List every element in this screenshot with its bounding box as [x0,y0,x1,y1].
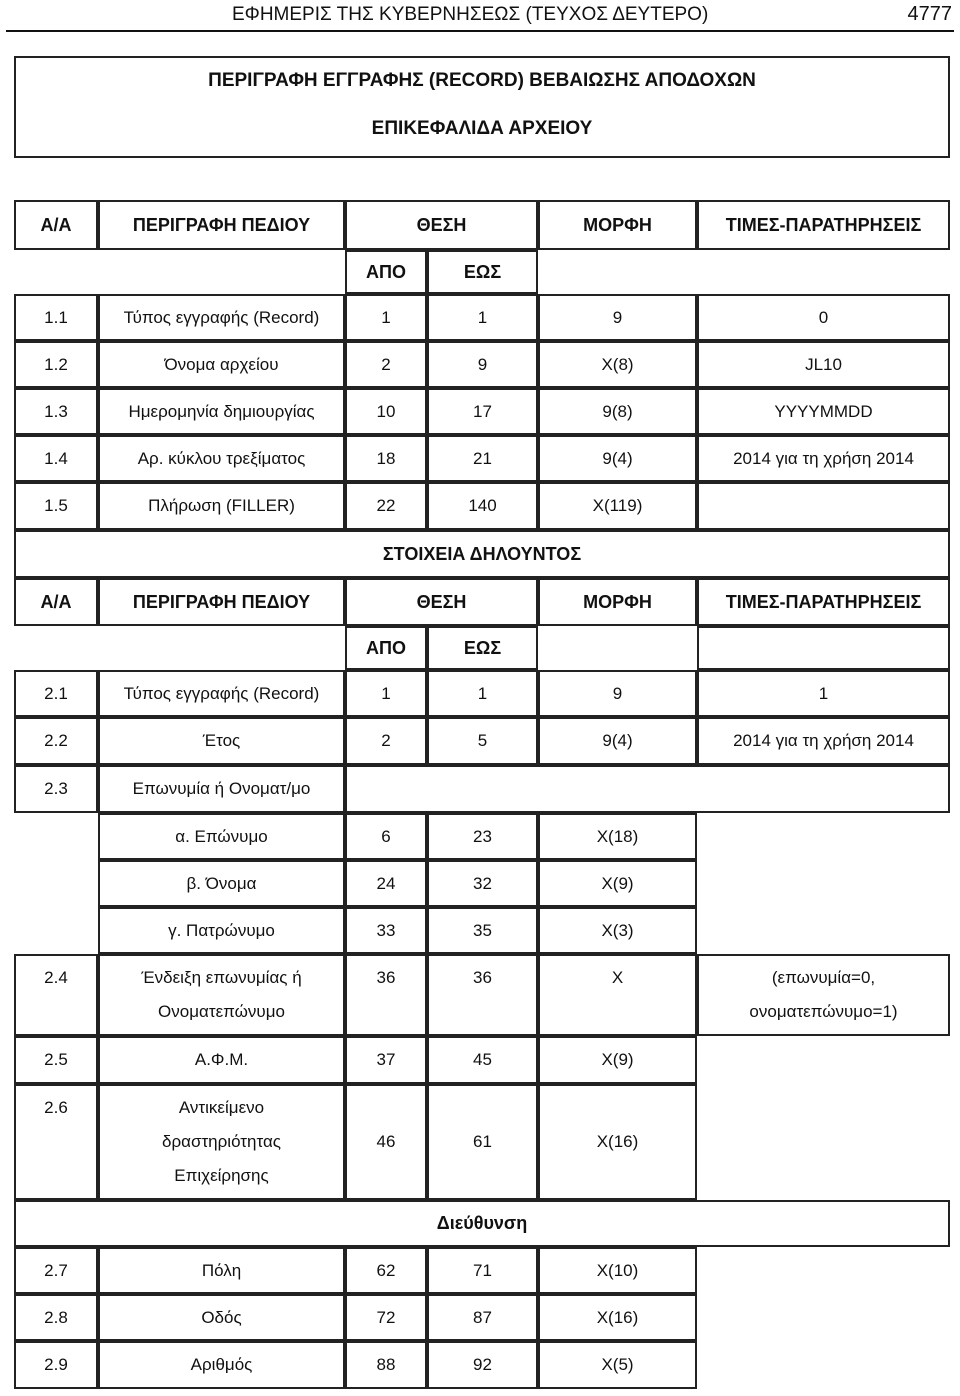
row-2-4-description-line2: Ονοματεπώνυμο [158,1002,285,1021]
gazette-title: ΕΦΗΜΕΡΙΣ ΤΗΣ ΚΥΒΕΡΝΗΣΕΩΣ (ΤΕΥΧΟΣ ΔΕΥΤΕΡΟ) [232,4,709,25]
col-header-description-2: ΠΕΡΙΓΡΑΦΗ ΠΕΔΙΟΥ [98,578,345,626]
row-1-4-to: 21 [427,435,538,482]
col-header-to: ΕΩΣ [427,250,538,294]
row-1-4-aa: 1.4 [14,435,98,482]
row-2-4-from: 36 [345,954,427,1036]
row-2-6-from: 46 [345,1084,427,1200]
row-2-6-description-line3: Επιχείρησης [174,1166,269,1185]
row-2-4-notes-line2: ονοματεπώνυμο=1) [749,1002,898,1021]
row-2-3c-description: γ. Πατρώνυμο [98,907,345,954]
row-1-3-aa: 1.3 [14,388,98,435]
row-2-5-from: 37 [345,1036,427,1084]
row-2-5-aa: 2.5 [14,1036,98,1084]
row-2-5-format: X(9) [538,1036,697,1084]
row-1-1-from: 1 [345,294,427,341]
row-2-5-to: 45 [427,1036,538,1084]
row-2-3a-from: 6 [345,813,427,860]
row-2-3b-format: X(9) [538,860,697,907]
col-header-format: ΜΟΡΦΗ [538,200,697,250]
col-header-from-2: ΑΠΟ [345,626,427,670]
row-2-4-aa: 2.4 [14,954,98,1036]
row-2-9-from: 88 [345,1341,427,1389]
row-2-2-from: 2 [345,717,427,765]
row-2-3-empty [345,765,950,813]
row-2-3a-format: X(18) [538,813,697,860]
row-1-1-description: Τύπος εγγραφής (Record) [98,294,345,341]
col-header-position: ΘΕΣΗ [345,200,538,250]
row-1-1-aa: 1.1 [14,294,98,341]
row-1-5-description: Πλήρωση (FILLER) [98,482,345,530]
row-1-1-to: 1 [427,294,538,341]
record-title: ΠΕΡΙΓΡΑΦΗ ΕΓΓΡΑΦΗΣ (RECORD) ΒΕΒΑΙΩΣΗΣ ΑΠΟΔΟΧΩΝ [208,70,756,91]
page-header [0,0,960,34]
row-2-8-from: 72 [345,1294,427,1341]
row-2-3b-to: 32 [427,860,538,907]
row-1-3-from: 10 [345,388,427,435]
col-header-values: ΤΙΜΕΣ-ΠΑΡΑΤΗΡΗΣΕΙΣ [697,200,950,250]
col-header-to-2: ΕΩΣ [427,626,538,670]
address-section-title: Διεύθυνση [14,1200,950,1247]
row-1-4-notes: 2014 για τη χρήση 2014 [697,435,950,482]
row-2-1-from: 1 [345,670,427,717]
row-2-1-notes: 1 [697,670,950,717]
row-2-4-notes [697,954,950,1036]
row-2-3c-format: X(3) [538,907,697,954]
row-2-8-description: Οδός [98,1294,345,1341]
row-1-5-aa: 1.5 [14,482,98,530]
row-1-3-format: 9(8) [538,388,697,435]
row-2-3a-to: 23 [427,813,538,860]
row-2-1-to: 1 [427,670,538,717]
row-1-1-format: 9 [538,294,697,341]
col-header-values-2: ΤΙΜΕΣ-ΠΑΡΑΤΗΡΗΣΕΙΣ [697,578,950,626]
row-2-3c-to: 35 [427,907,538,954]
row-2-8-format: X(16) [538,1294,697,1341]
row-2-9-description: Αριθμός [98,1341,345,1389]
row-1-2-from: 2 [345,341,427,388]
row-1-5-to: 140 [427,482,538,530]
row-2-2-description: Έτος [98,717,345,765]
col-header-aa: Α/Α [14,200,98,250]
record-title-frame [14,56,950,158]
row-2-1-description: Τύπος εγγραφής (Record) [98,670,345,717]
row-1-2-description: Όνομα αρχείου [98,341,345,388]
row-1-5-format: X(119) [538,482,697,530]
row-2-3b-from: 24 [345,860,427,907]
row-2-6-description [98,1084,345,1200]
row-2-7-to: 71 [427,1247,538,1294]
row-2-4-notes-line1: (επωνυμία=0, [771,968,876,987]
col-header-from: ΑΠΟ [345,250,427,294]
row-1-3-description: Ημερομηνία δημιουργίας [98,388,345,435]
row-2-5-description: Α.Φ.Μ. [98,1036,345,1084]
row-2-7-format: X(10) [538,1247,697,1294]
row-1-3-notes: YYYYMMDD [697,388,950,435]
row-1-4-format: 9(4) [538,435,697,482]
page-number: 4777 [907,3,952,25]
row-2-4-description [98,954,345,1036]
file-header-title: ΕΠΙΚΕΦΑΛΙΔΑ ΑΡΧΕΙΟΥ [371,118,593,139]
row-1-2-notes: JL10 [697,341,950,388]
row-2-6-to: 61 [427,1084,538,1200]
row-2-7-from: 62 [345,1247,427,1294]
row-2-9-aa: 2.9 [14,1341,98,1389]
row-2-4-description-line1: Ένδειξη επωνυμίας ή [141,968,302,987]
row-2-1-format: 9 [538,670,697,717]
row-1-5-notes [697,482,950,530]
header-rule [6,30,954,32]
row-2-1-aa: 2.1 [14,670,98,717]
row-1-4-from: 18 [345,435,427,482]
row-2-2-aa: 2.2 [14,717,98,765]
row-1-2-format: X(8) [538,341,697,388]
declarant-section-title: ΣΤΟΙΧΕΙΑ ΔΗΛΟΥΝΤΟΣ [14,530,950,578]
row-2-3-description: Επωνυμία ή Ονοματ/μο [98,765,345,813]
row-2-4-format: X [538,954,697,1036]
col-header-format-2: ΜΟΡΦΗ [538,578,697,626]
col-header-aa-2: Α/Α [14,578,98,626]
row-2-9-to: 92 [427,1341,538,1389]
row-1-1-notes: 0 [697,294,950,341]
row-1-5-from: 22 [345,482,427,530]
row-2-3b-description: β. Όνομα [98,860,345,907]
row-2-7-aa: 2.7 [14,1247,98,1294]
col-header-description: ΠΕΡΙΓΡΑΦΗ ΠΕΔΙΟΥ [98,200,345,250]
row-2-2-format: 9(4) [538,717,697,765]
row-1-4-description: Αρ. κύκλου τρεξίματος [98,435,345,482]
row-2-3a-description: α. Επώνυμο [98,813,345,860]
row-1-2-to: 9 [427,341,538,388]
row-2-6-aa: 2.6 [14,1084,98,1200]
row-2-3c-from: 33 [345,907,427,954]
row-2-6-format: X(16) [538,1084,697,1200]
row-1-2-aa: 1.2 [14,341,98,388]
row-2-4-to: 36 [427,954,538,1036]
col-header-position-2: ΘΕΣΗ [345,578,538,626]
row-2-8-to: 87 [427,1294,538,1341]
row-2-2-to: 5 [427,717,538,765]
row-1-3-to: 17 [427,388,538,435]
row-2-9-format: X(5) [538,1341,697,1389]
row-2-3-aa: 2.3 [14,765,98,813]
row-2-6-description-line1: Αντικείμενο [178,1098,265,1117]
values-header-spacer [697,626,950,670]
row-2-7-description: Πόλη [98,1247,345,1294]
row-2-8-aa: 2.8 [14,1294,98,1341]
row-2-2-notes: 2014 για τη χρήση 2014 [697,717,950,765]
row-2-6-description-line2: δραστηριότητας [162,1132,281,1151]
